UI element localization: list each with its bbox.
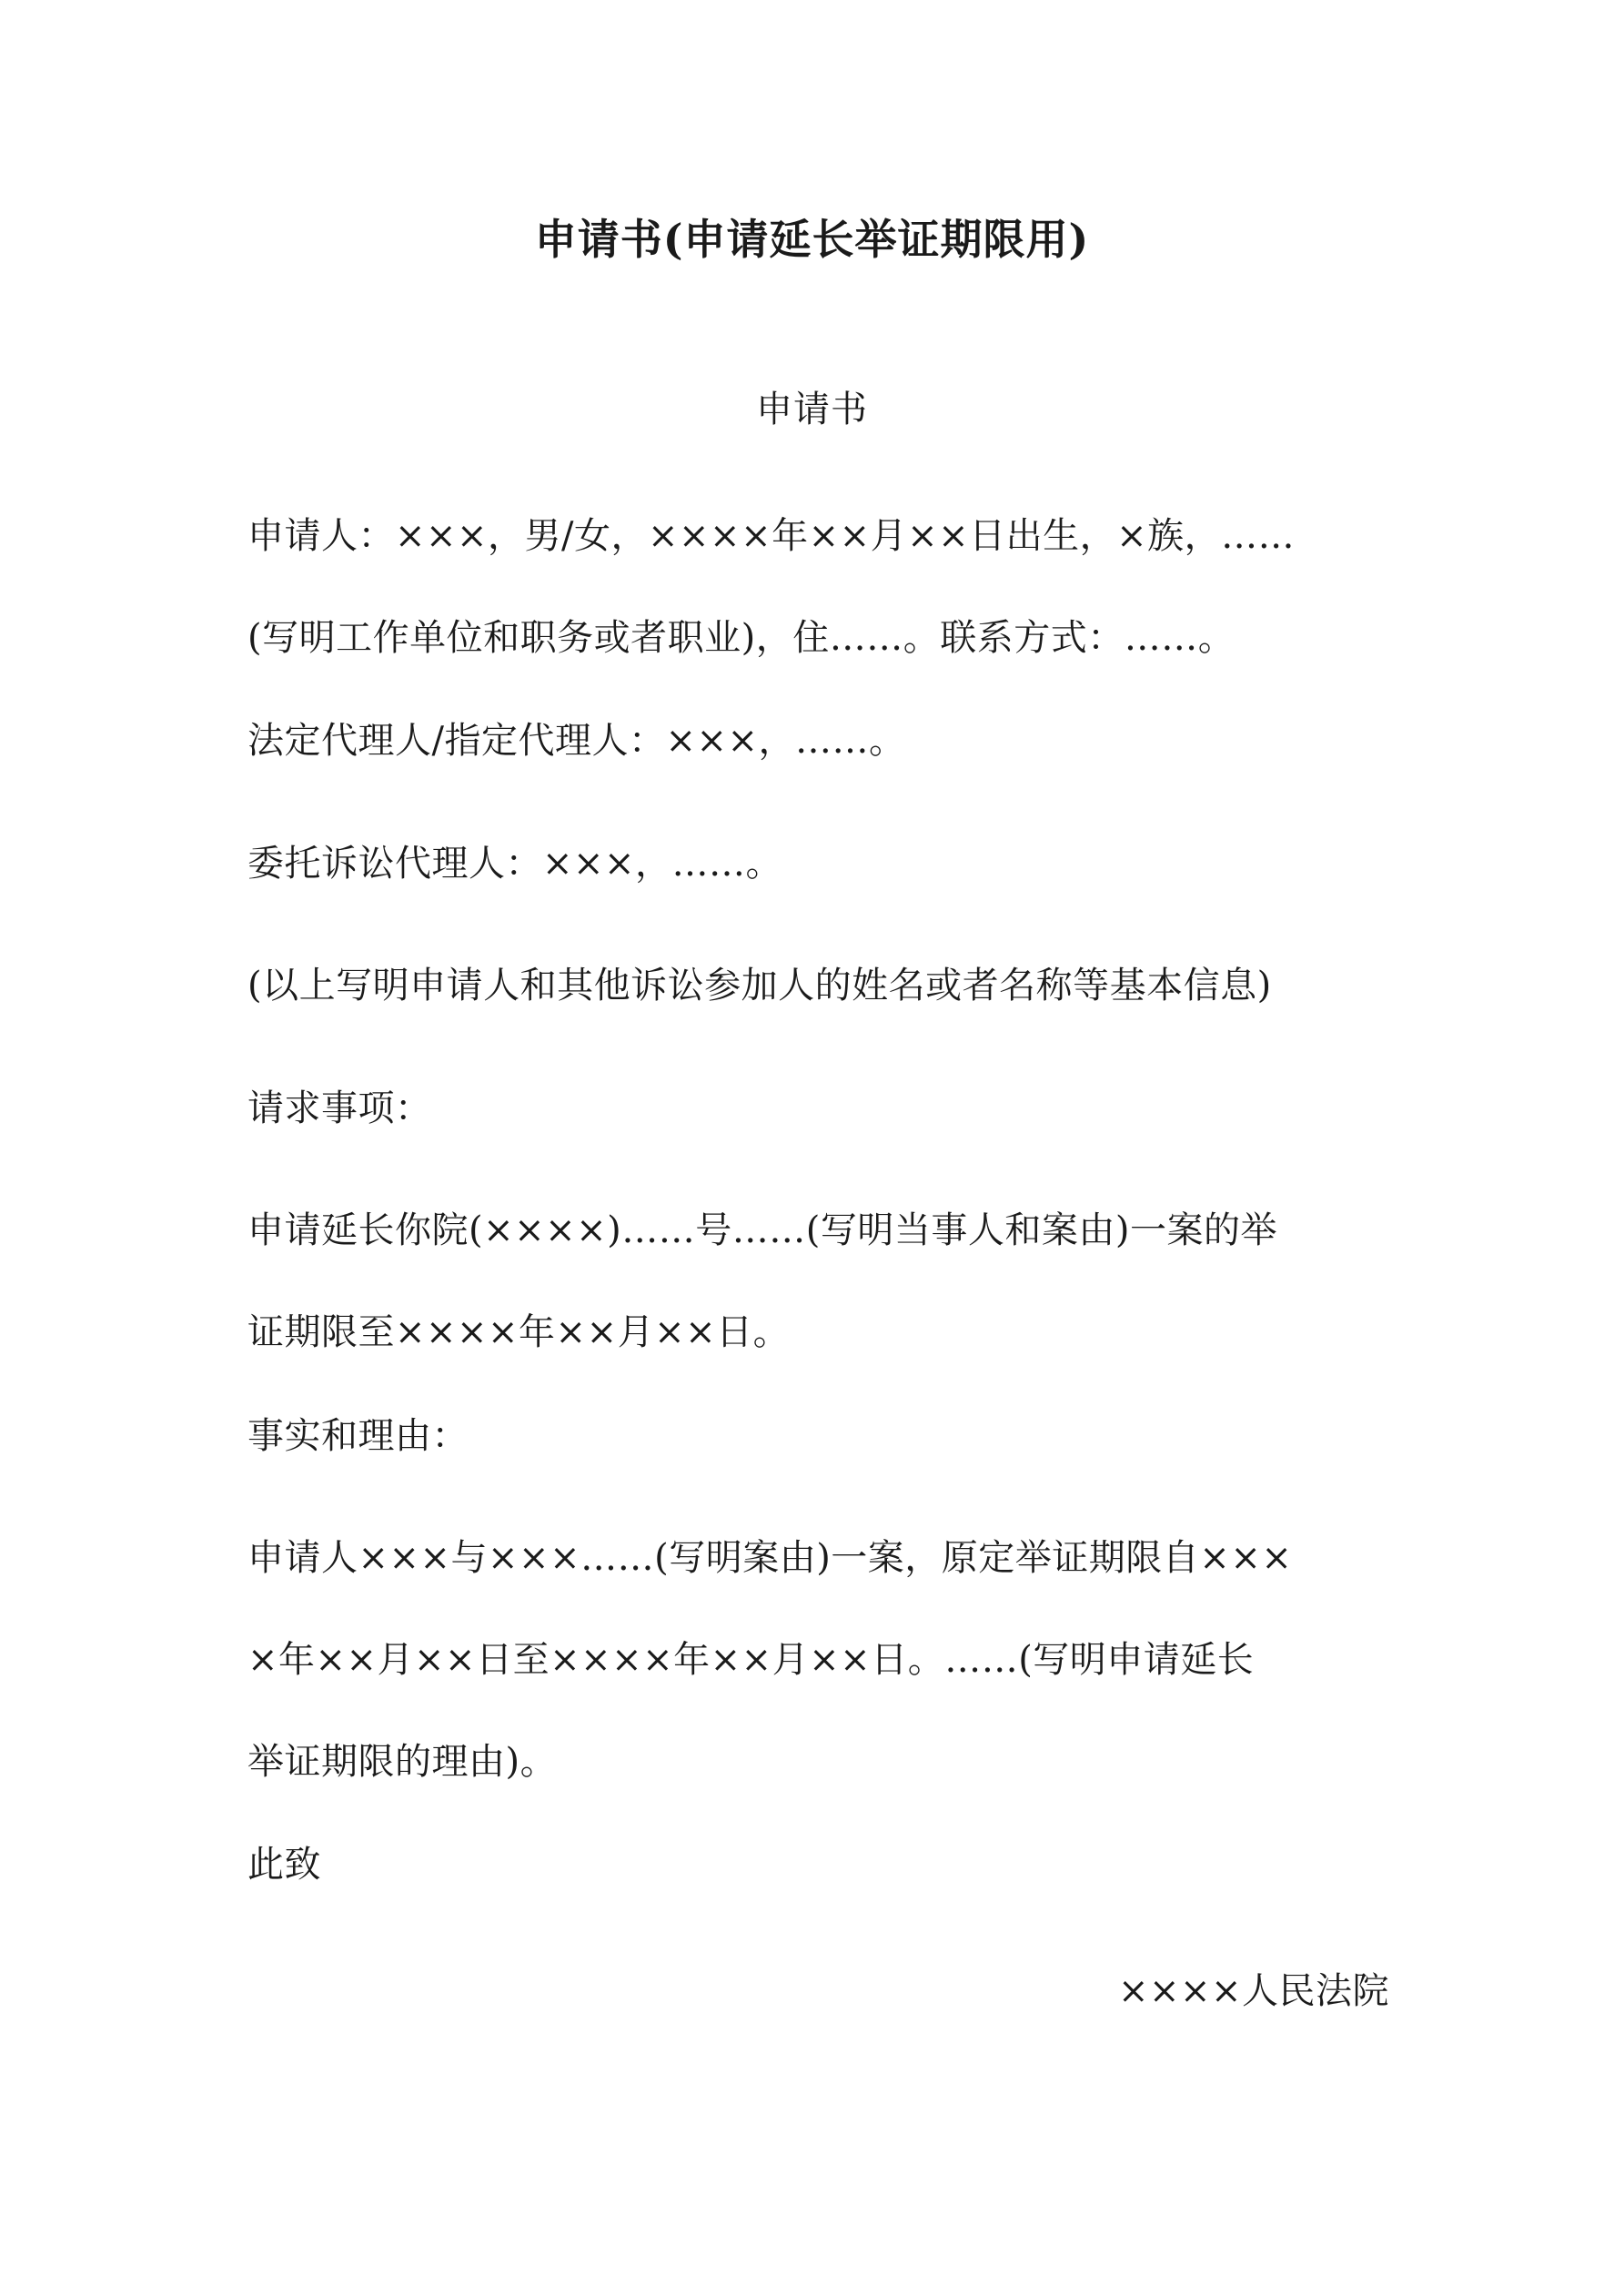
facts-line-3: 举证期限的理由)。 [247, 1741, 558, 1783]
applicant-line-1: 申请人：×××，男/女，××××年××月××日出生，×族，…… [247, 515, 1296, 557]
request-paragraph [247, 1179, 1390, 1383]
parties-note-paragraph [247, 935, 1390, 1037]
salutation-paragraph [247, 1814, 1390, 1916]
facts-line-1: 申请人×××与×××……(写明案由)一案，原定举证期限自××× [247, 1537, 1293, 1579]
facts-paragraph [247, 1507, 1390, 1813]
facts-line-2: ×年××月××日至××××年××月××日。……(写明申请延长 [247, 1639, 1255, 1681]
parties-note-line: (以上写明申请人和其他诉讼参加人的姓名或者名称等基本信息) [247, 965, 1272, 1006]
facts-heading [247, 1385, 1390, 1487]
entrusted-agent-paragraph [247, 813, 1390, 915]
legal-agent-line: 法定代理人/指定代理人：×××，……。 [247, 720, 906, 762]
document-title: 申请书(申请延长举证期限用) [534, 215, 1090, 264]
request-heading-line: 请求事项： [247, 1087, 432, 1129]
applicant-line-2: (写明工作单位和职务或者职业)，住……。联系方式：……。 [247, 617, 1236, 659]
applicant-paragraph [247, 485, 1390, 689]
facts-heading-line: 事实和理由： [247, 1415, 469, 1457]
entrusted-agent-line: 委托诉讼代理人：×××，……。 [247, 843, 783, 885]
salutation-line: 此致 [247, 1844, 321, 1886]
request-line-2: 证期限至××××年××月××日。 [247, 1311, 791, 1353]
legal-agent-paragraph [247, 690, 1390, 792]
court-name: ××××人民法院 [1117, 1970, 1389, 2012]
document-subtitle: 申请书 [756, 389, 868, 430]
request-line-1: 申请延长你院(××××)……号……(写明当事人和案由)一案的举 [247, 1209, 1277, 1251]
request-heading [247, 1057, 1390, 1159]
